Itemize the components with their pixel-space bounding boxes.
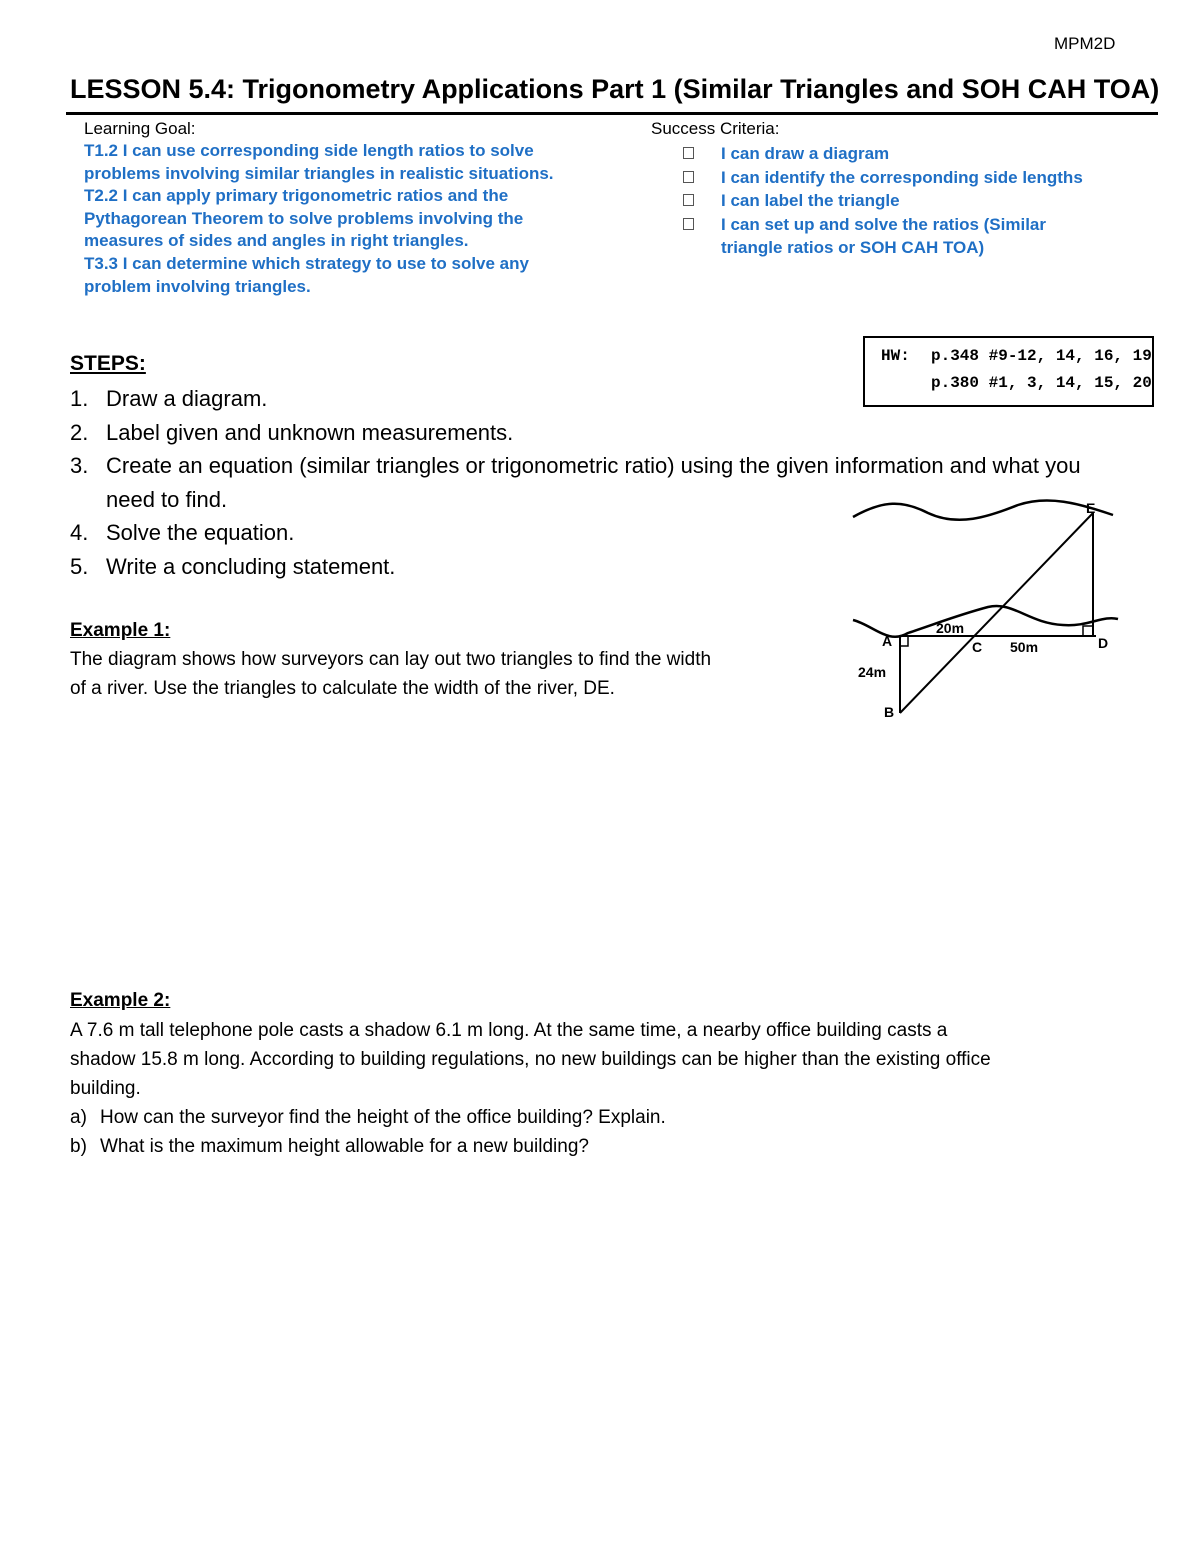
checkbox-icon	[683, 171, 694, 183]
example2-parts	[70, 1103, 1150, 1161]
measure-cd: 50m	[1010, 639, 1039, 655]
homework-line: p.380 #1, 3, 14, 15, 20	[931, 374, 1152, 392]
learning-goal-line: T1.2 I can use corresponding side length ratios to solve	[84, 141, 534, 160]
label-e: E	[1086, 500, 1096, 516]
criteria-item-continuation: triangle ratios or SOH CAH TOA)	[721, 238, 985, 257]
checkbox-icon	[683, 194, 694, 206]
measure-ac: 20m	[936, 620, 965, 636]
right-angle-a-icon	[900, 636, 908, 646]
course-code: MPM2D	[1054, 34, 1116, 53]
learning-goal-line: problems involving similar triangles in realistic situations.	[84, 163, 554, 183]
example2-line: shadow 15.8 m long. According to building regulations, no new buildings can be higher than the existing office	[70, 1049, 991, 1070]
homework-line: p.348 #9-12, 14, 16, 19	[931, 347, 1152, 365]
steps-title: STEPS:	[70, 352, 146, 375]
learning-goal-line: problem involving triangles.	[84, 276, 311, 296]
criteria-item: I can identify the corresponding side lengths	[651, 166, 1161, 190]
title-divider	[66, 112, 1158, 115]
learning-goal-line: measures of sides and angles in right triangles.	[84, 231, 469, 251]
step-item: 4. Solve the equation.	[70, 520, 295, 545]
step-item: 5. Write a concluding statement.	[70, 553, 396, 579]
measure-ab: 24m	[858, 664, 887, 680]
success-criteria-section	[651, 118, 1161, 260]
label-a: A	[882, 633, 893, 649]
criteria-item: I can label the triangle	[651, 189, 1161, 213]
criteria-item: I can set up and solve the ratios (Similar	[651, 213, 1161, 237]
learning-goal-line: Pythagorean Theorem to solve problems involving the	[84, 208, 524, 228]
example1-body	[70, 645, 820, 703]
river-diagram	[848, 495, 1138, 755]
step-item: 1. Draw a diagram.	[70, 386, 268, 411]
checkbox-icon	[683, 147, 694, 159]
example2-body	[70, 1016, 1150, 1161]
success-criteria-list	[651, 142, 1161, 260]
label-d: D	[1098, 635, 1109, 651]
example2-part: a) How can the surveyor find the height of the office building? Explain.	[70, 1107, 666, 1128]
homework-label: HW:	[881, 347, 910, 365]
step-item: 3. Create an equation (similar triangles or trigonometric ratio) using the given information and what you need to find.	[70, 453, 1081, 512]
right-angle-d-icon	[1083, 626, 1093, 636]
learning-goal-line: T2.2 I can apply primary trigonometric ratios and the	[84, 186, 509, 206]
example2-line: building.	[70, 1078, 141, 1099]
learning-goal-heading: Learning Goal:	[84, 119, 196, 138]
example2-part: b) What is the maximum height allowable for a new building?	[70, 1136, 589, 1157]
segment-be	[900, 513, 1093, 713]
checkbox-icon	[683, 218, 694, 230]
example2-title: Example 2:	[70, 990, 171, 1011]
river-bank-near	[853, 606, 1118, 637]
example1-line: of a river. Use the triangles to calculate the width of the river, DE.	[70, 678, 615, 699]
step-item: 2. Label given and unknown measurements.	[70, 419, 514, 445]
example2-line: A 7.6 m tall telephone pole casts a shadow 6.1 m long. At the same time, a nearby office building casts a	[70, 1020, 948, 1041]
learning-goal-section	[84, 118, 644, 298]
label-b: B	[884, 704, 895, 720]
criteria-item: I can draw a diagram	[651, 142, 1161, 166]
learning-goal-line: T3.3 I can determine which strategy to use to solve any	[84, 253, 529, 273]
example1-title: Example 1:	[70, 620, 171, 641]
lesson-title: LESSON 5.4: Trigonometry Applications Part 1 (Similar Triangles and SOH CAH TOA)	[70, 74, 1160, 104]
success-criteria-heading: Success Criteria:	[651, 119, 780, 138]
river-bank-far	[853, 500, 1113, 519]
example1-line: The diagram shows how surveyors can lay out two triangles to find the width	[70, 649, 712, 670]
label-c: C	[972, 639, 983, 655]
